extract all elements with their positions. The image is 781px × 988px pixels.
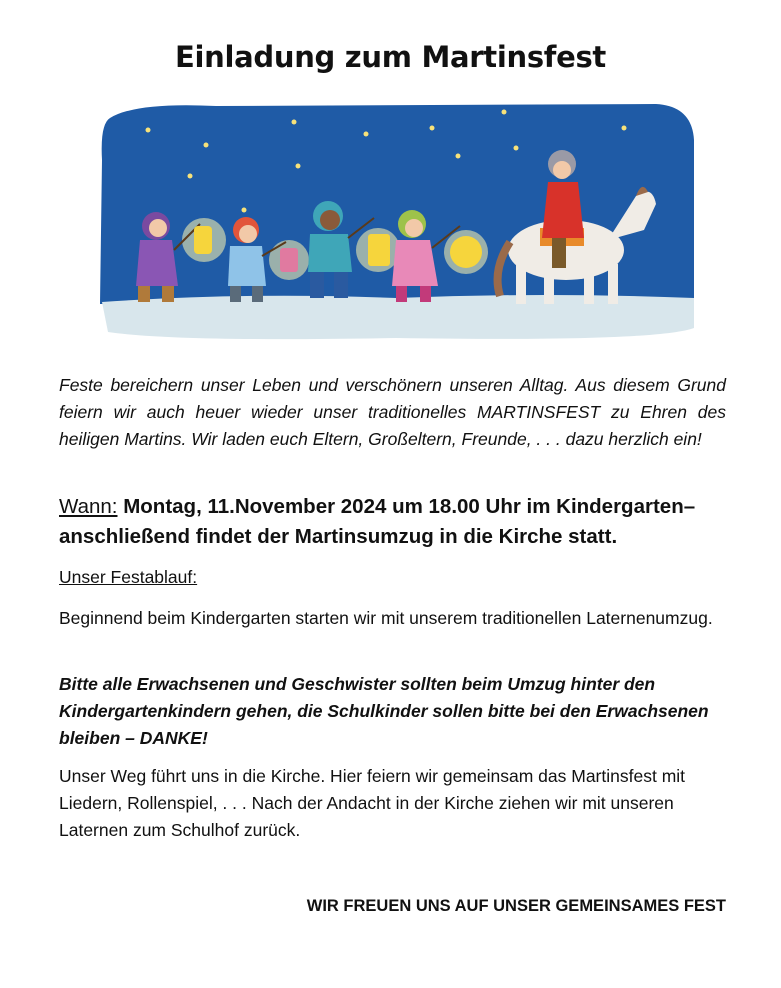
event-time-paragraph [59, 492, 739, 552]
paragraph-start: Beginnend beim Kindergarten starten wir mit unserem traditionellen Laternenumzug. [59, 608, 713, 628]
intro-paragraph: Feste bereichern unser Leben und verschönern unseren Alltag. Aus diesem Grund feiern wir auch heuer wieder unser traditionelles MARTINSFEST zu Ehren des heiligen Martins. Wir laden euch Eltern, Großeltern, Freunde, . . . dazu herzlich ein! [59, 375, 726, 449]
page-title: Einladung zum Martinsfest [175, 40, 606, 74]
schedule-heading: Unser Festablauf: [59, 567, 198, 587]
paragraph-route: Unser Weg führt uns in die Kirche. Hier feiern wir gemeinsam das Martinsfest mit Liedern, Rollenspiel, . . . Nach der Andacht in der Kirche ziehen wir mit unseren Laternen zum Schulhof zurück. [59, 766, 686, 840]
lantern-procession-illustration [96, 100, 696, 350]
when-label: Wann: [59, 495, 118, 518]
closing-line: WIR FREUEN UNS AUF UNSER GEMEINSAMES FEST [306, 897, 726, 915]
paragraph-notice: Bitte alle Erwachsenen und Geschwister sollten beim Umzug hinter den Kindergartenkindern gehen, die Schulkinder sollen bitte bei den Erwachsenen bleiben – DANKE! [59, 674, 709, 748]
when-details: Montag, 11.November 2024 um 18.00 Uhr im Kindergarten– anschließend findet der Martinsumzug in die Kirche statt. [59, 495, 696, 548]
